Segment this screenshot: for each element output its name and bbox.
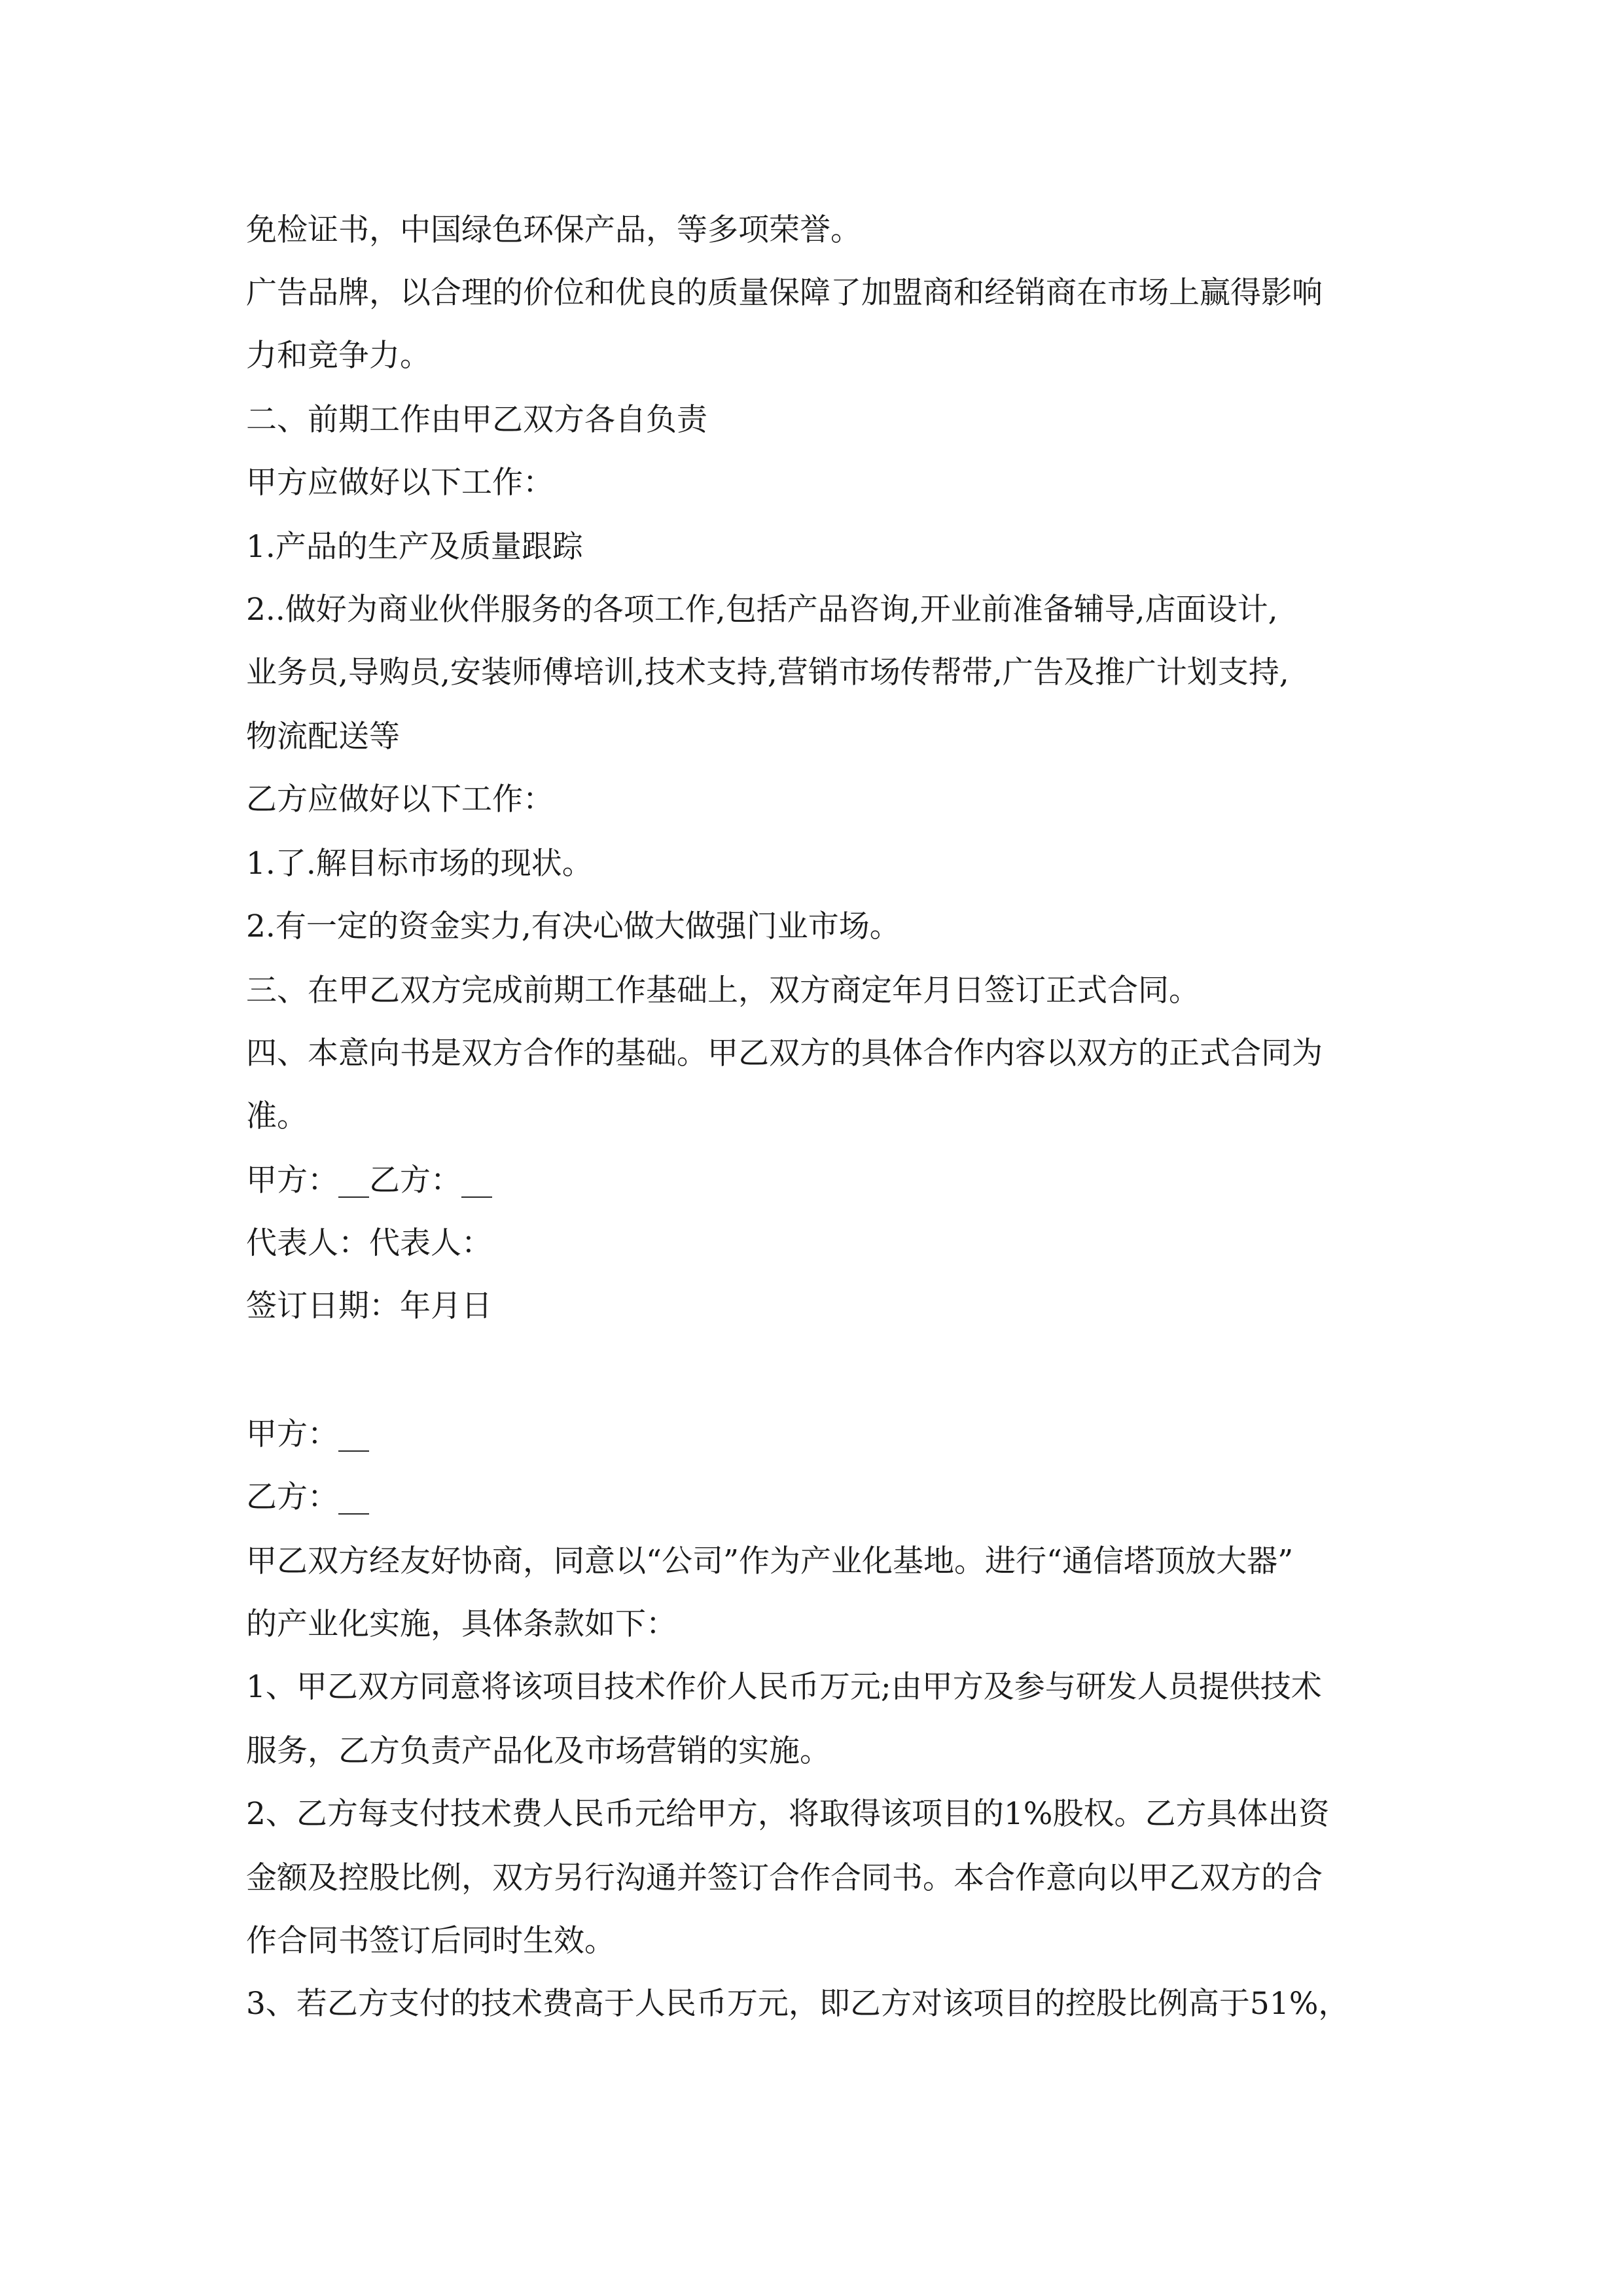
text-line: 力和竞争力。 <box>246 338 431 374</box>
section-heading: 二、前期工作由甲乙双方各自负责 <box>246 402 707 438</box>
signature-representatives: 代表人：代表人： <box>246 1225 492 1261</box>
clause-line: 金额及控股比例，双方另行沟通并签订合作合同书。本合作意向以甲乙双方的合 <box>246 1860 1323 1896</box>
text-line: 广告品牌，以合理的价位和优良的质量保障了加盟商和经销商在市场上赢得影响 <box>246 275 1323 311</box>
text-line: 的产业化实施，具体条款如下： <box>246 1606 677 1642</box>
list-item: 2.有一定的资金实力,有决心做大做强门业市场。 <box>246 908 901 944</box>
text-line: 免检证书，中国绿色环保产品，等多项荣誉。 <box>246 212 861 248</box>
party-a: 甲方：__ <box>246 1416 369 1452</box>
clause-line: 1、甲乙双方同意将该项目技术作价人民币万元;由甲方及参与研发人员提供技术 <box>246 1669 1322 1705</box>
text-line: 业务员,导购员,安装师傅培训,技术支持,营销市场传帮带,广告及推广计划支持, <box>246 655 1289 691</box>
text-line: 乙方应做好以下工作： <box>246 781 554 817</box>
text-line: 甲方应做好以下工作： <box>246 465 554 501</box>
text-line: 准。 <box>246 1098 308 1134</box>
list-item: 2..做好为商业伙伴服务的各项工作,包括产品咨询,开业前准备辅导,店面设计, <box>246 592 1278 628</box>
section-heading: 三、在甲乙双方完成前期工作基础上，双方商定年月日签订正式合同。 <box>246 973 1200 1009</box>
list-item: 1.产品的生产及质量跟踪 <box>246 529 583 565</box>
list-item: 1.了.解目标市场的现状。 <box>246 846 593 882</box>
text-line: 物流配送等 <box>246 719 400 755</box>
party-b: 乙方：__ <box>246 1479 369 1515</box>
signature-date: 签订日期：年月日 <box>246 1288 492 1324</box>
clause-line: 3、若乙方支付的技术费高于人民币万元，即乙方对该项目的控股比例高于51%， <box>246 1986 1349 2022</box>
section-heading: 四、本意向书是双方合作的基础。甲乙双方的具体合作内容以双方的正式合同为 <box>246 1035 1323 1071</box>
clause-line: 2、乙方每支付技术费人民币元给甲方，将取得该项目的1%股权。乙方具体出资 <box>246 1796 1330 1832</box>
signature-parties: 甲方：__乙方：__ <box>246 1162 492 1198</box>
text-line: 甲乙双方经友好协商，同意以“公司”作为产业化基地。进行“通信塔顶放大器” <box>246 1543 1294 1579</box>
clause-line: 作合同书签订后同时生效。 <box>246 1923 615 1959</box>
clause-line: 服务，乙方负责产品化及市场营销的实施。 <box>246 1733 830 1769</box>
